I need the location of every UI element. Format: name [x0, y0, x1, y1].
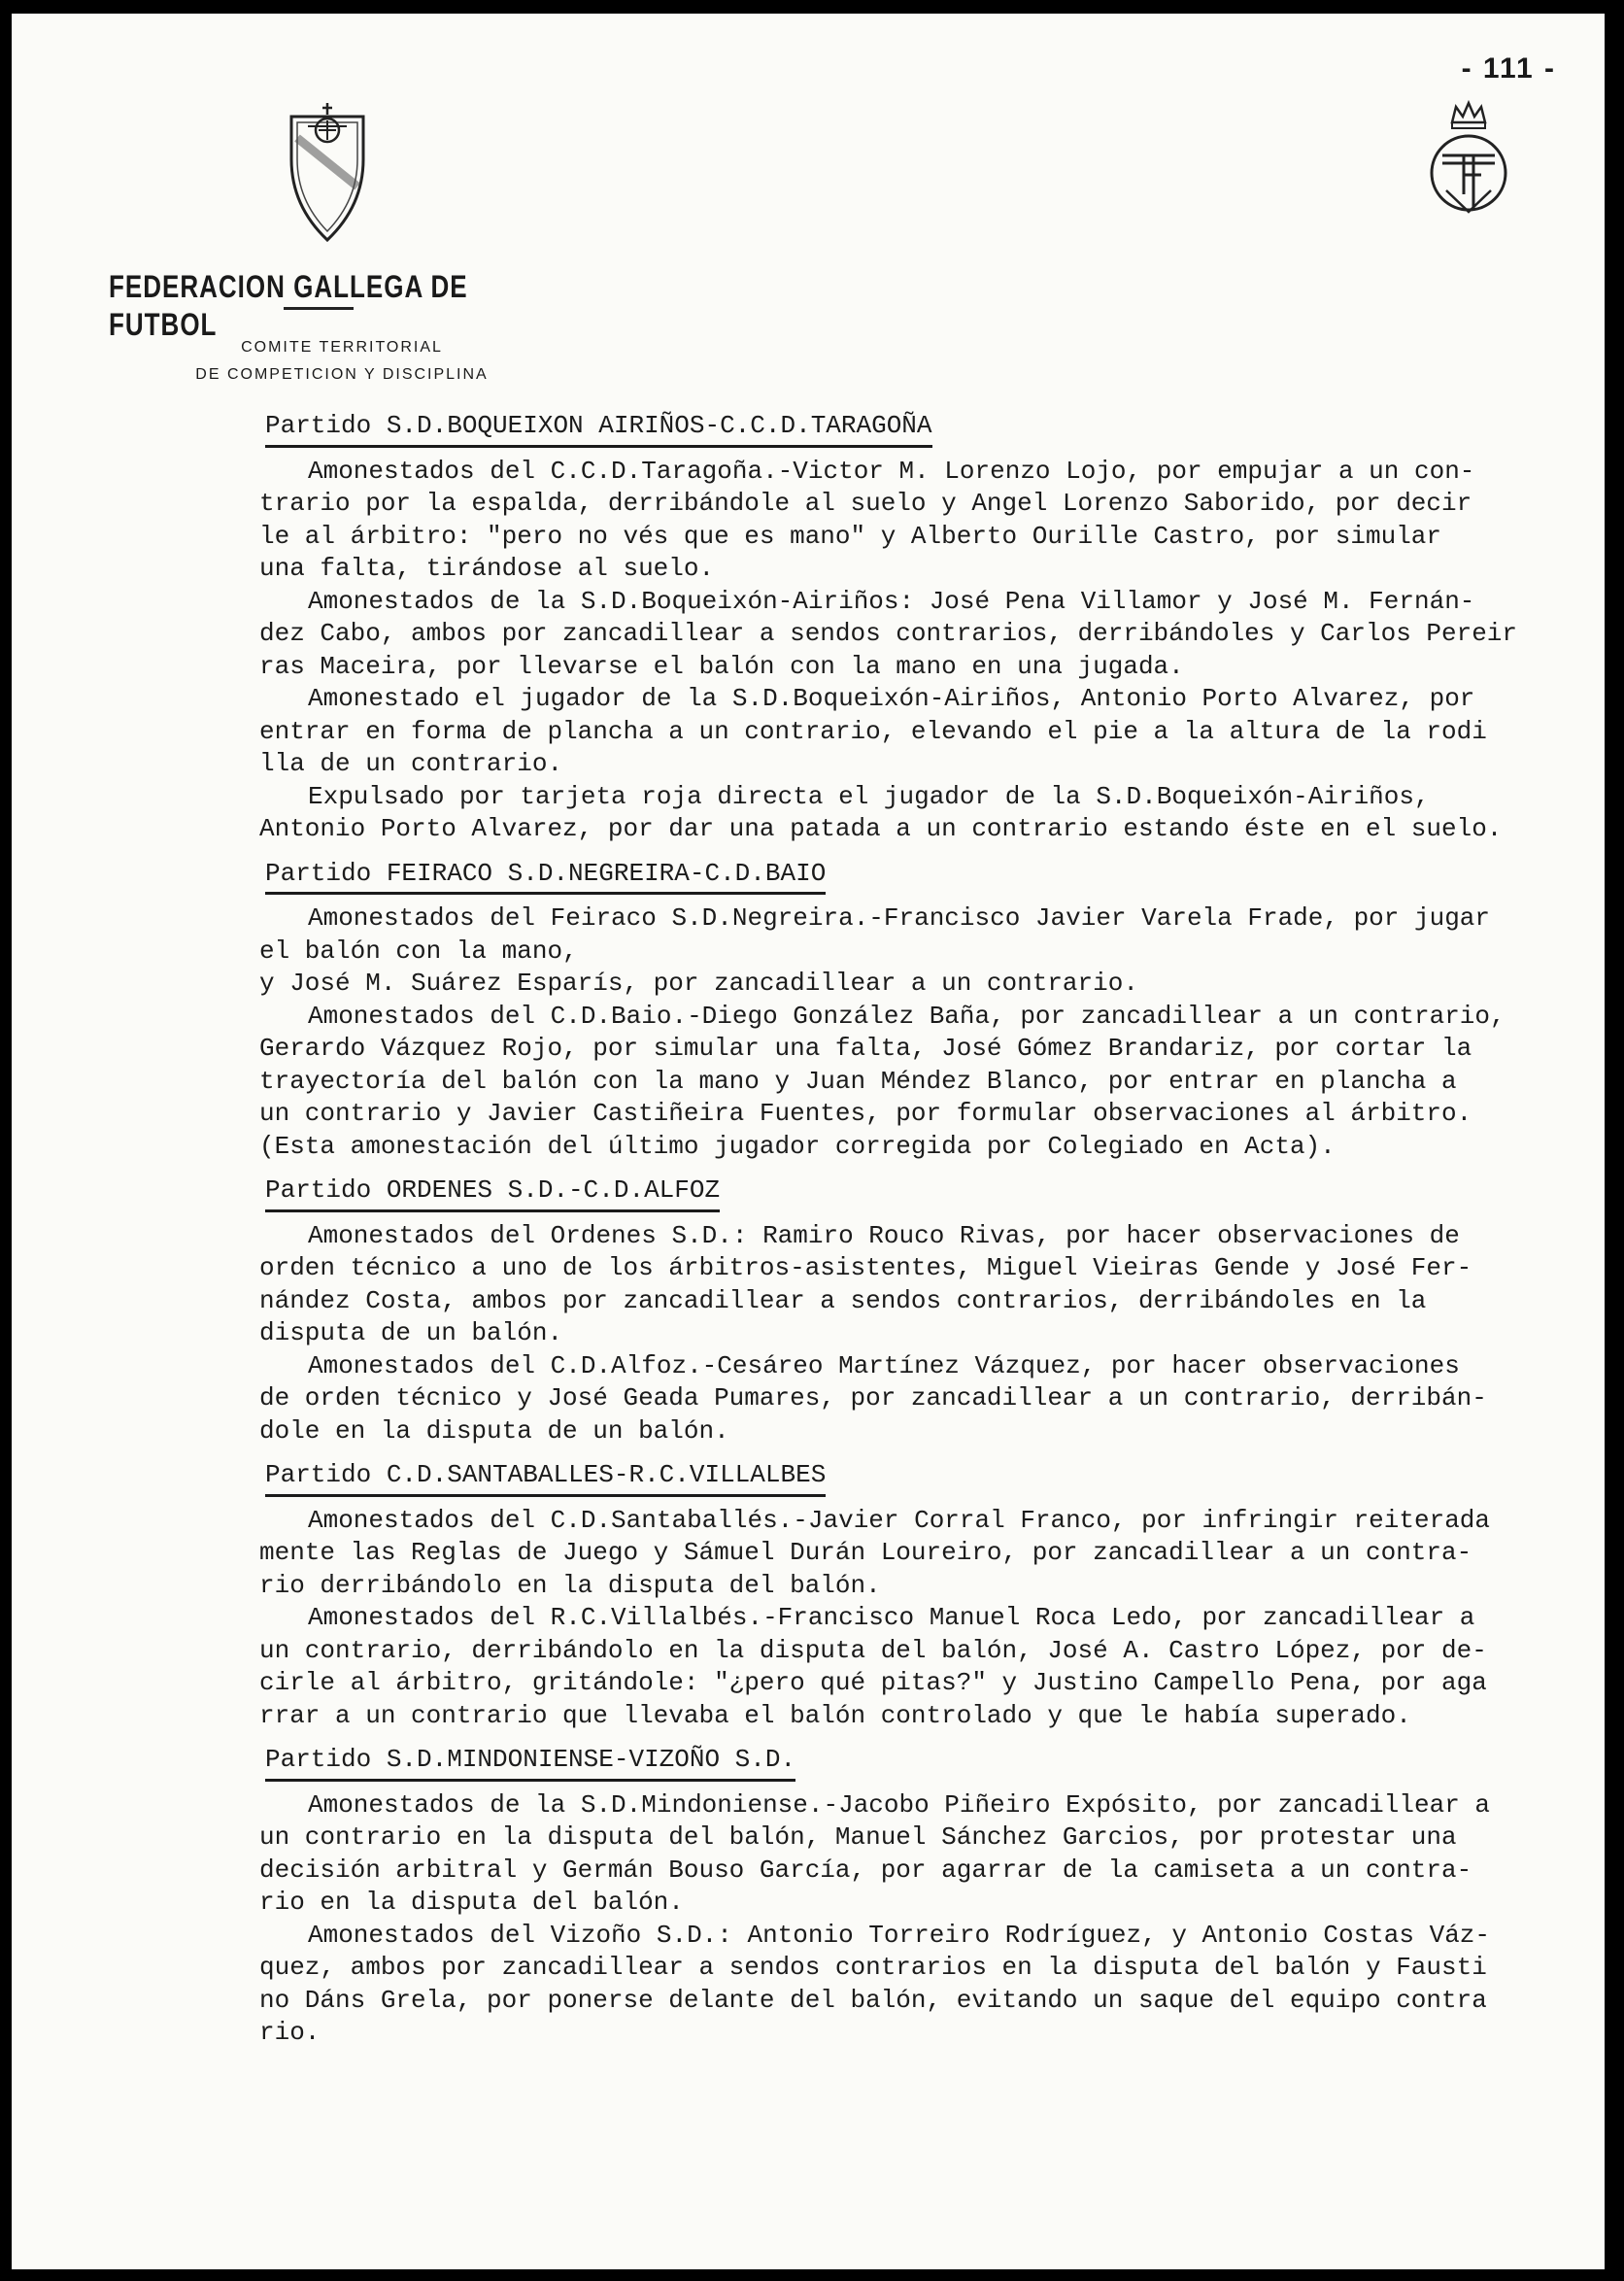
match-section [259, 1447, 1600, 1732]
match-heading: Partido ORDENES S.D.-C.D.ALFOZ [265, 1175, 720, 1212]
text-line: Amonestados del Ordenes S.D.: Ramiro Rouco Rivas, por hacer observaciones de [308, 1220, 1460, 1250]
text-line: un contrario y Javier Castiñeira Fuentes, por formular observaciones al árbitro. [259, 1099, 1472, 1128]
sanction-paragraph [259, 586, 1600, 684]
text-line: rrar a un contrario que llevaba el balón controlado y que le había superado. [259, 1700, 1411, 1730]
sanction-paragraph [259, 781, 1600, 846]
match-heading: Partido S.D.MINDONIENSE-VIZOÑO S.D. [265, 1744, 795, 1782]
document-page [12, 14, 1605, 2269]
text-line: cirle al árbitro, gritándole: "¿pero qué pitas?" y Justino Campello Pena, por aga [259, 1668, 1487, 1697]
match-section [259, 410, 1600, 846]
text-line: lla de un contrario. [259, 749, 563, 778]
sanction-paragraph [259, 683, 1600, 781]
text-line: Amonestado el jugador de la S.D.Boqueixón-Airiños, Antonio Porto Alvarez, por [308, 684, 1475, 713]
federation-name: FEDERACION GALLEGA DE FUTBOL [109, 268, 468, 343]
sanction-paragraph [259, 1602, 1600, 1732]
text-line: Gerardo Vázquez Rojo, por simular una falta, José Gómez Brandariz, por cortar la [259, 1034, 1472, 1063]
committee-line-1: COMITE TERRITORIAL [241, 339, 443, 356]
text-line: (Esta amonestación del último jugador corregida por Colegiado en Acta). [259, 1131, 1336, 1161]
text-line: disputa de un balón. [259, 1318, 563, 1347]
text-line: Amonestados de la S.D.Mindoniense.-Jacobo Piñeiro Expósito, por zancadillear a [308, 1789, 1490, 1820]
text-line: de orden técnico y José Geada Pumares, por zancadillear a un contrario, derribán- [259, 1383, 1487, 1413]
federation-shield-icon [284, 99, 371, 245]
sanction-paragraph [259, 1350, 1600, 1448]
match-section [259, 1163, 1600, 1447]
text-line: nández Costa, ambos por zancadillear a sendos contrarios, derribándoles en la [259, 1285, 1427, 1315]
text-line: decisión arbitral y Germán Bouso García, por agarrar de la camiseta a un contra- [259, 1855, 1472, 1885]
sanction-paragraph [259, 456, 1600, 586]
text-line: quez, ambos por zancadillear a sendos contrarios en la disputa del balón y Fausti [259, 1953, 1487, 1982]
text-line: trayectoría del balón con la mano y Juan Méndez Blanco, por entrar en plancha a [259, 1066, 1457, 1096]
header-divider [284, 307, 354, 310]
text-line: Amonestados del R.C.Villalbés.-Francisco Manuel Roca Ledo, por zancadillear a [308, 1603, 1475, 1632]
text-line: Amonestados del Vizoño S.D.: Antonio Torreiro Rodríguez, y Antonio Costas Váz- [308, 1920, 1490, 1950]
text-line: dez Cabo, ambos por zancadillear a sendos contrarios, derribándoles y Carlos Pereir [259, 619, 1518, 648]
sanction-paragraph [259, 1505, 1600, 1603]
text-line: Amonestados del C.D.Alfoz.-Cesáreo Martínez Vázquez, por hacer observaciones [308, 1350, 1460, 1380]
royal-crest-icon [1425, 93, 1512, 229]
text-line: Expulsado por tarjeta roja directa el jugador de la S.D.Boqueixón-Airiños, [308, 781, 1430, 811]
text-line: orden técnico a uno de los árbitros-asistentes, Miguel Vieiras Gende y José Fer- [259, 1253, 1472, 1282]
text-line: Amonestados del C.D.Santaballés.-Javier Corral Franco, por infringir reiterada [308, 1505, 1490, 1535]
match-heading: Partido C.D.SANTABALLES-R.C.VILLALBES [265, 1459, 826, 1497]
sanction-paragraph [259, 1789, 1600, 1920]
sanction-paragraph [259, 902, 1600, 1001]
sanction-paragraph [259, 1920, 1600, 2050]
match-heading: Partido S.D.BOQUEIXON AIRIÑOS-C.C.D.TARAGOÑA [265, 410, 932, 448]
text-line: mente las Reglas de Juego y Sámuel Durán Loureiro, por zancadillear a un contra- [259, 1538, 1472, 1567]
text-line: Amonestados del C.D.Baio.-Diego González Baña, por zancadillear a un contrario, [308, 1001, 1506, 1031]
text-line: Amonestados del Feiraco S.D.Negreira.-Francisco Javier Varela Frade, por jugar [308, 903, 1490, 933]
committee-line-2: DE COMPETICION Y DISCIPLINA [195, 366, 489, 383]
page-number: - 111 - [1461, 52, 1556, 85]
text-line: el balón con la mano, [259, 936, 578, 966]
match-section [259, 1732, 1600, 2050]
document-body [259, 410, 1600, 2050]
text-line: rio. [259, 2018, 321, 2047]
text-line: rio derribándolo en la disputa del balón. [259, 1570, 881, 1600]
text-line: Amonestados de la S.D.Boqueixón-Airiños: José Pena Villamor y José M. Fernán- [308, 586, 1475, 616]
match-section [259, 846, 1600, 1164]
text-line: una falta, tirándose al suelo. [259, 554, 715, 583]
text-line: y José M. Suárez Esparís, por zancadillear a un contrario. [259, 969, 1138, 998]
text-line: entrar en forma de plancha a un contrario, elevando el pie a la altura de la rodi [259, 716, 1487, 746]
text-line: trario por la espalda, derribándole al suelo y Angel Lorenzo Saborido, por decir [259, 489, 1472, 518]
text-line: le al árbitro: "pero no vés que es mano" y Alberto Ourille Castro, por simular [259, 521, 1441, 551]
text-line: dole en la disputa de un balón. [259, 1415, 729, 1446]
match-heading: Partido FEIRACO S.D.NEGREIRA-C.D.BAIO [265, 858, 826, 896]
text-line: ras Maceira, por llevarse el balón con la mano en una jugada. [259, 651, 1184, 681]
text-line: un contrario, derribándolo en la disputa del balón, José A. Castro López, por de- [259, 1635, 1487, 1665]
committee-name [109, 334, 575, 389]
text-line: un contrario en la disputa del balón, Manuel Sánchez Garcios, por protestar una [259, 1822, 1457, 1852]
text-line: Antonio Porto Alvarez, por dar una patada a un contrario estando éste en el suelo. [259, 814, 1503, 843]
sanction-paragraph [259, 1001, 1600, 1164]
text-line: Amonestados del C.C.D.Taragoña.-Victor M. Lorenzo Lojo, por empujar a un con- [308, 456, 1475, 486]
sanction-paragraph [259, 1220, 1600, 1350]
text-line: rio en la disputa del balón. [259, 1888, 684, 1917]
text-line: no Dáns Grela, por ponerse delante del balón, evitando un saque del equipo contra [259, 1985, 1487, 2015]
